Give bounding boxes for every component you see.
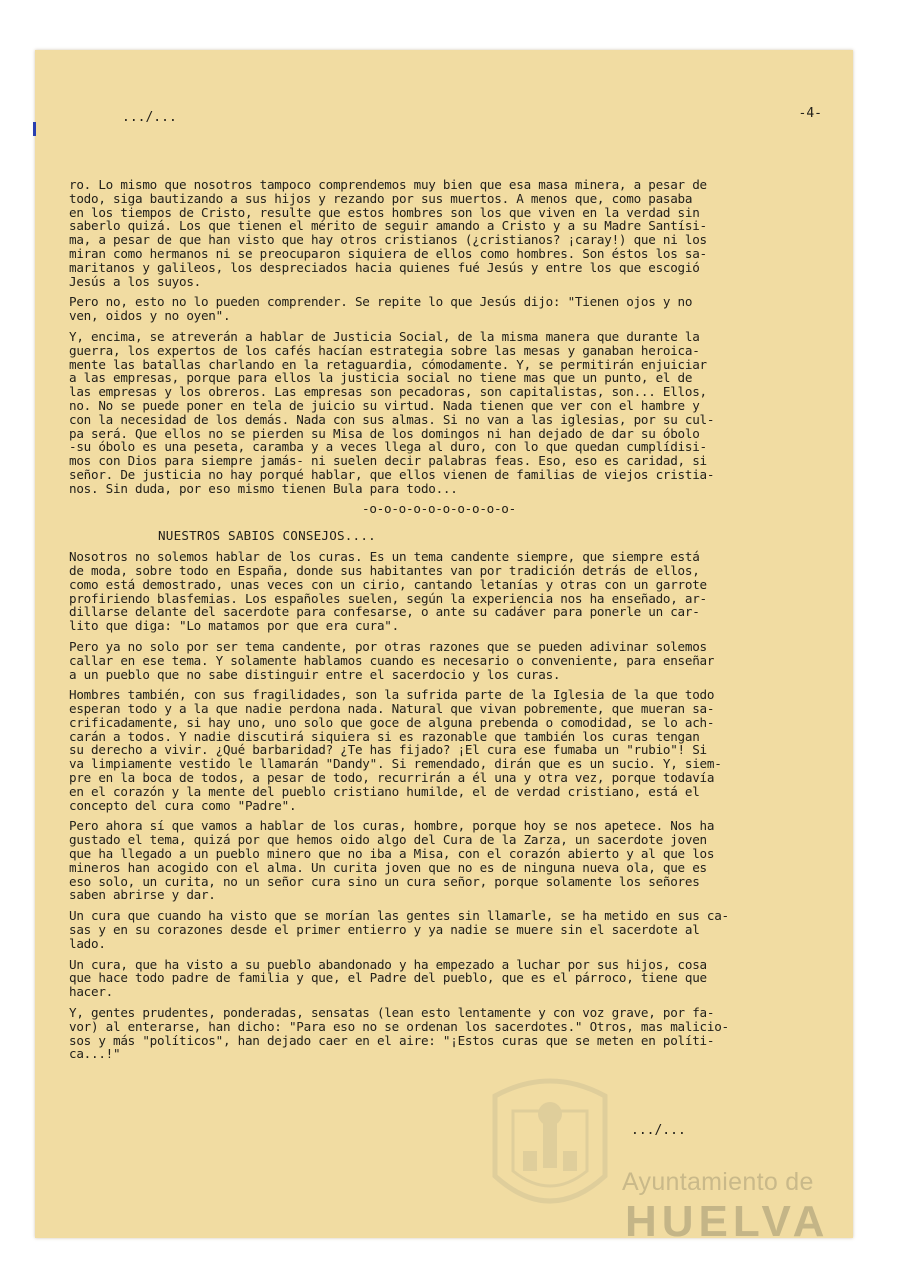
text-line: como está demostrado, unas veces con un cirio, cantando letanías y otras con un garrote [69,576,707,592]
footer-continued-marker: .../... [631,1123,686,1138]
text-line: Jesús a los suyos. [69,273,201,289]
text-line: Nosotros no solemos hablar de los curas. Es un tema candente siempre, que siempre está [69,549,700,565]
text-line: Un cura que cuando ha visto que se morían las gentes sin llamarle, se ha metido en sus ca- [69,908,729,924]
text-line: en los tiempos de Cristo, resulte que estos hombres son los que viven en la verdad sin [69,204,700,220]
text-line: que ha llegado a un pueblo minero que no iba a Misa, con el corazón abierto y al que los [69,846,715,862]
text-line: ca...!" [69,1046,121,1062]
text-line: ma, a pesar de que han visto que hay otros cristianos (¿cristianos? ¡caray!) que ni los [69,232,707,248]
separator: -o-o-o-o-o-o-o-o-o-o- [362,500,516,516]
text-line: esperan todo y a la que nadie perdona nada. Natural que vivan pobremente, que mueran sa- [69,701,715,717]
body-text [69,104,809,1061]
page-number: -4- [798,106,822,121]
text-line: miran como hermanos ni se preocuparon siquiera de ellos como hombres. Son éstos los sa- [69,245,707,261]
text-line: -su óbolo es una peseta, caramba y a veces llega al duro, con lo que quedan cumplídisi- [69,439,707,455]
text-line: ven, oidos y no oyen". [69,308,231,324]
text-line: nos. Sin duda, por eso mismo tienen Bula para todo... [69,480,458,496]
text-line: ro. Lo mismo que nosotros tampoco comprendemos muy bien que esa masa minera, a pesar de [69,177,707,192]
text-line: Un cura, que ha visto a su pueblo abandonado y ha empezado a luchar por sus hijos, cosa [69,956,707,972]
text-line: su derecho a vivir. ¿Qué barbaridad? ¿Te has fijado? ¡El cura ese fumaba un "rubio"! Si [69,742,707,758]
text-line: mineros han acogido con el alma. Un curita joven que no es de ninguna nueva ola, que es [69,859,707,875]
text-line: pre en la boca de todos, a pesar de todo, recurrirán a él una y otra vez, porque todavía [69,770,715,786]
text-line: a las empresas, porque para ellos la justicia social no tiene mas que un punto, el de [69,370,693,386]
blue-ink-mark [33,122,36,136]
text-line: señor. De justicia no hay porqué hablar, que ellos vienen de familias de viejos cristia- [69,466,715,482]
continued-marker: .../... [122,110,177,125]
text-line: crificadamente, si hay uno, uno solo que goce de alguna prebenda o comodidad, se lo ach- [69,714,715,730]
text-line: eso solo, un curita, no un señor cura sino un cura señor, porque solamente los señores [69,873,700,889]
text-line: concepto del cura como "Padre". [69,797,297,813]
part-two [69,550,809,1061]
text-line: Pero ahora sí que vamos a hablar de los curas, hombre, porque hoy se nos apetece. Nos ha [69,818,715,834]
text-line: profiriendo blasfemias. Los españoles suelen, según la experiencia nos ha enseñado, ar- [69,590,707,606]
text-line: Hombres también, con sus fragilidades, son la sufrida parte de la Iglesia de la que todo [69,687,715,703]
text-line: de moda, sobre todo en España, donde sus habitantes van por tradición detrás de ellos, [69,562,700,578]
text-line: sas y en su corazones desde el primer entierro y ya nadie se muere sin el sacerdote al [69,922,700,938]
text-line: callar en ese tema. Y solamente hablamos cuando es necesario o conveniente, para enseñar [69,652,715,668]
text-line: saben abrirse y dar. [69,887,216,903]
text-line: dillarse delante del sacerdote para confesarse, o ante su cadáver para ponerle un car- [69,604,700,620]
part-one [69,178,809,496]
text-line: gustado el tema, quizá por que hemos oido algo del Cura de la Zarza, un sacerdote joven [69,832,707,848]
text-line: maritanos y galileos, los despreciados hacia quienes fué Jesús y entre los que escogió [69,259,700,275]
text-line: sos y más "políticos", han dejado caer en el aire: "¡Estos curas que se meten en políti- [69,1032,715,1048]
text-line: mente las batallas charlando en la retaguardia, cómodamente. Y, se permitirán enjuiciar [69,356,707,372]
watermark-line2: HUELVA [625,1197,830,1246]
text-line: hacer. [69,984,113,1000]
text-line: en el corazón y la mente del pueblo cristiano humilde, el de verdad cristiano, está el [69,783,700,799]
text-line: lito que diga: "Lo matamos por que era cura". [69,618,399,634]
text-line: no. No se puede poner en tela de juicio su virtud. Nada tienen que ver con el hambre y [69,397,700,413]
text-line: que hace todo padre de familia y que, el Padre del pueblo, que es el párroco, tiene que [69,970,707,986]
text-line: saberlo quizá. Los que tienen el mérito de seguir amando a Cristo y a su Madre Santísi- [69,218,707,234]
text-line: lado. [69,935,106,951]
text-line: guerra, los expertos de los cafés hacían estrategia sobre las mesas y ganaban heroica- [69,342,700,358]
text-line: todo, siga bautizando a sus hijos y rezando por sus muertos. A menos que, como pasaba [69,190,693,206]
text-line: a un pueblo que no sabe distinguir entre el sacerdocio y los curas. [69,666,561,682]
text-line: carán a todos. Y nadie discutirá siquiera si es razonable que también los curas tengan [69,728,700,744]
text-line: con la necesidad de los demás. Nada con sus almas. Si no van a las iglesias, por su cul- [69,411,715,427]
text-line: las empresas y los obreros. Las empresas son pecadoras, son capitalistas, son... Ellos, [69,384,707,400]
text-line: Pero no, esto no lo pueden comprender. Se repite lo que Jesús dijo: "Tienen ojos y no [69,294,693,310]
text-line: pa será. Que ellos no se pierden su Misa de los domingos ni han dejado de dar su óbolo [69,425,700,441]
text-line: mos con Dios para siempre jamás- ni suelen decir palabras feas. Eso, eso es caridad, si [69,453,707,469]
text-line: Y, encima, se atreverán a hablar de Justicia Social, de la misma manera que durante la [69,328,700,344]
watermark-line1: Ayuntamiento de [622,1168,814,1196]
text-line: Pero ya no solo por ser tema candente, por otras razones que se pueden adivinar solemos [69,638,707,654]
text-line: vor) al enterarse, han dicho: "Para eso no se ordenan los sacerdotes." Otros, mas malicio- [69,1018,729,1034]
section-heading: NUESTROS SABIOS CONSEJOS.... [158,528,376,544]
text-line: Y, gentes prudentes, ponderadas, sensatas (lean esto lentamente y con voz grave, por fa- [69,1005,715,1021]
text-line: va limpiamente vestido le llamarán "Dandy". Si remendado, dirán que es un sucio. Y, siem- [69,756,722,772]
